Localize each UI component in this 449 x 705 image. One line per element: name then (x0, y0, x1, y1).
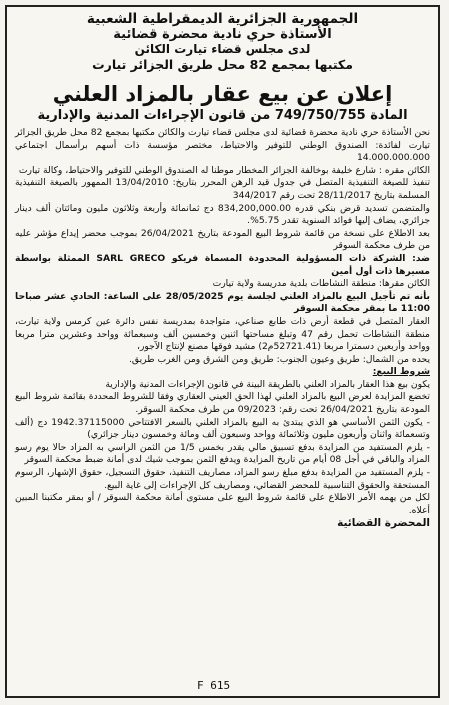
debt-paragraph: والمتضمن تسديد قرض بنكي قدره 834,200,000.00 دج ثمانمائة وأربعة وثلاثون مليون ومائتان ألف دينار جزائري، يضاف إليها فوائد السنوية تقدر 5.75%. (15, 202, 430, 227)
notice-paragraph: بعد الاطلاع على نسخة من قائمة شروط البيع المودعة بتاريخ 26/04/2021 بموجب محضر إيداع مؤشر عليه من طرف محكمة السوقر (15, 227, 430, 252)
header-office: مكتبها بمجمع 82 محل طريق الجزائر تيارت (92, 57, 353, 72)
header-republic: الجمهورية الجزائرية الديمقراطية الشعبية (86, 11, 359, 27)
condition-4: - يلزم المستفيد من المزايدة بدفع تسبيق مالي يقدر بخمس 1/5 من الثمن الراسي به المزاد حالا يوم رسو المزاد والباقي في أجل 08 أيام من تاريخ المزايدة ويدفع الثمن بموجب شيك لدى أمانة ضبط محكمة السوقر (15, 441, 430, 466)
condition-5: - يلزم المستفيد من المزايدة بدفع مبلغ رسو المزاد، مصاريف التنفيذ، حقوق التسجيل، حقوق الإشهار، الرسوم المستحقة والحقوق التناسبية للمحضر القضائي، ومصاريف كل الإجراءات إلى غاية البيع. (15, 467, 430, 491)
sale-date-paragraph: بأنه تم تأجيل البيع بالمزاد العلني لجلسة يوم 28/05/2025 على الساعة: الحادي عشر صباحا 11:00 ما بمقر محكمة السوقر (15, 290, 430, 315)
conditions-title: شروط البيع: (372, 366, 430, 378)
condition-3: - يكون الثمن الأساسي هو الذي يبتدئ به البيع بالمزاد العلني بالسعر الافتتاحي 1942.37115000 دج (ألف وتسعمائة واثنان وأربعون مليون وثلاثمائة وواحد وسبعون ألف ومائة وخمسون دينار جزائري) (15, 416, 430, 441)
intro-paragraph: نحن الأستاذة حري نادية محضرة قضائية لدى مجلس قضاء تيارت والكائن مكتبها بمجمع 82 محل طريق الجزائر تيارت لفائدة: الصندوق الوطني للتوفير والاحتياط، مختصر مؤسسة ذات أسهم برأسمال اجتماعي 14.000.000.000 (15, 127, 430, 164)
notice-title: إعلان عن بيع عقار بالمزاد العلني (52, 82, 393, 106)
property-paragraph: العقار المتصل في قطعة أرض ذات طابع صناعي، متواجدة بمدريسة نفس دائرة عين كرمس ولاية تيارت، منطقة النشاطات تحمل رقم 47 وتبلغ مساحتها اثنين وخمسين ألف وسبعمائة وواحد وعشرين مترا مربعا وواحد وأربعين دسمترا مربعا (52721.41م2) مشيد فوقها مصنع لإنتاج الآجور، (15, 315, 430, 353)
notice-subtitle: المادة 749/750/755 من قانون الإجراءات المدنية والإدارية (37, 108, 408, 123)
seat-paragraph: الكائن مقره : شارع خليفة بوخالفة الجزائر المخطار موطنا له الصندوق الوطني للتوفير والاحتياط، وكالة تيارت (18, 164, 430, 176)
condition-1: يكون بيع هذا العقار بالمزاد العلني بالطريقة البينة في قانون الإجراءات المدنية والإدارية (105, 378, 430, 390)
located-paragraph: الكائن مقرها: منطقة النشاطات بلدية مدريسة ولاية تيارت (212, 278, 430, 290)
bounds-paragraph: يحده من الشمال: طريق وعيون الجنوب: طريق ومن الشرق ومن الغرب طريق. (129, 353, 430, 365)
signature-row (15, 517, 430, 530)
signature: المحضرة القضائية (337, 517, 430, 530)
closing-paragraph: لكل من يهمه الأمر الاطلاع على قائمة شروط البيع على مستوى أمانة محكمة السوقر / أو بمقر مكتبنا المبين أعلاه. (15, 492, 430, 516)
execution-paragraph: تنفيذ للصيغة التنفيذية المتصل في جدول قيد الرهن المحرر بتاريخ: 13/04/2010 الممهور بالصيغة التنفيذية المسلمة بتاريخ 28/11/2017 تحت رقم 344/2017 (15, 177, 431, 201)
against-paragraph: ضد: الشركة ذات المسؤولية المحدودة المسماة فريكو SARL GRECO الممثلة بواسطة مسيرها ذات أول أمين (15, 252, 431, 277)
notice-header (15, 12, 430, 72)
reference-number: F 615 (197, 679, 231, 692)
legal-notice (5, 5, 440, 698)
header-bailiff: الأستاذة حري نادية محضرة قضائية (113, 27, 332, 42)
header-court: لدى مجلس قضاء تيارت الكائن (134, 42, 311, 56)
condition-2: تخضع المزايدة لعرض البيع بالمزاد العلني لهذا الحق العيني العقاري وفقا للشروط المحددة بقائمة شروط البيع المودعة بتاريخ 26/04/2021 تحت رقم: 09/2023 من طرف محكمة السوقر. (15, 391, 430, 416)
